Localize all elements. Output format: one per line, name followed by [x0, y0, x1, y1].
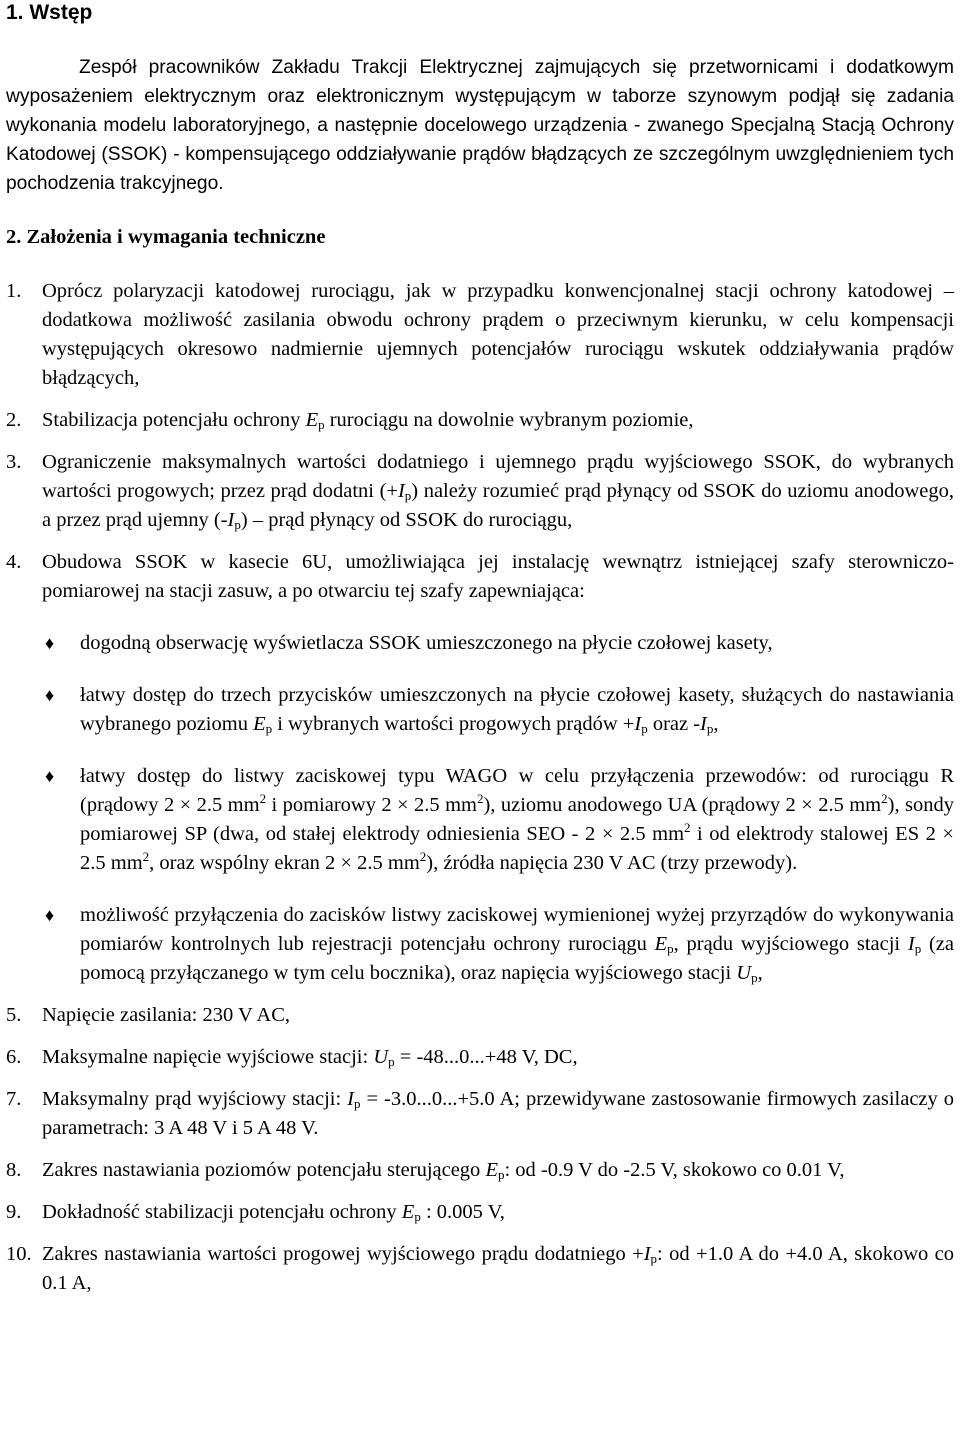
item-number: 7. — [6, 1088, 22, 1110]
item-text: = -48...0...+48 V, DC, — [394, 1046, 578, 1068]
item-number: 5. — [6, 1004, 22, 1026]
item-text: , prądu wyjściowego stacji — [673, 933, 908, 955]
requirement-item-6 — [6, 1043, 954, 1072]
item-text: Zakres nastawiania wartości progowej wyjściowego prądu dodatniego + — [42, 1243, 644, 1265]
item-text: ) należy rozumieć prąd płynący od SSOK do uziomu anodowego, a przez prąd ujemny (- — [42, 480, 954, 531]
item-text: łatwy dostęp do listwy zaciskowej typu WAGO w celu przyłączenia przewodów: od rurociągu R (prądowy 2 × 2.5 mm — [80, 765, 954, 816]
variable-subscript: p — [914, 941, 922, 956]
variable-symbol: E — [305, 409, 319, 431]
intro-paragraph: Zespół pracowników Zakładu Trakcji Elektrycznej zajmujących się przetwornicami i dodatkowym wyposażeniem elektrycznym oraz elektronicznym występującym w taborze szynowym podjął się zadania wykonania modelu laboratoryjnego, a następnie docelowego urządzenia - zwanego Specjalną Stacją Ochrony Katodowej (SSOK) - kompensującego oddziaływanie prądów błądzących ze szczególnym uwzględnieniem tych pochodzenia trakcyjnego. — [6, 57, 954, 194]
list-item — [6, 901, 954, 988]
item-text: Obudowa SSOK w kasecie 6U, umożliwiająca jej instalację wewnątrz istniejącej szafy sterowniczo-pomiarowej na stacji zasuw, a po otwarciu tej szafy zapewniająca: — [42, 551, 954, 602]
variable-symbol: E — [401, 1201, 415, 1223]
item-text: : od +1.0 A do +4.0 A, skokowo co 0.1 A, — [42, 1243, 954, 1294]
diamond-bullet-icon: ♦ — [45, 905, 55, 925]
diamond-bullet-icon: ♦ — [45, 766, 55, 786]
item-number: 2. — [6, 409, 22, 431]
item-text: Stabilizacja potencjału ochrony — [42, 409, 306, 431]
variable-symbol: I — [634, 713, 642, 735]
variable-symbol: I — [643, 1243, 651, 1265]
variable-subscript: p — [414, 1209, 421, 1224]
item-text: Oprócz polaryzacji katodowej rurociągu, jak w przypadku konwencjonalnej stacji ochrony katodowej – dodatkowa możliwość zasilania obwodu ochrony prądem o przeciwnym kierunku, w celu kompensacji występujących okresowo nadmiernie ujemnych potencjałów rurociągu wskutek oddziaływania prądów błądzących, — [42, 280, 954, 389]
item-text: (za pomocą przyłączanego w tym celu bocznika), oraz napięcia wyjściowego stacji — [80, 933, 954, 984]
item-text: i od elektrody stalowej ES 2 × 2.5 mm — [80, 823, 954, 874]
item-text: Napięcie zasilania: 230 V AC, — [42, 1004, 291, 1026]
section-heading-requirements: 2. Założenia i wymagania techniczne — [6, 226, 326, 248]
item-text: Ograniczenie maksymalnych wartości dodatniego i ujemnego prądu wyjściowego SSOK, do wybranych wartości progowych; przez prąd dodatni (+ — [42, 451, 954, 502]
diamond-bullet-icon: ♦ — [45, 685, 55, 705]
item-text: Dokładność stabilizacji potencjału ochrony — [42, 1201, 402, 1223]
variable-subscript: p — [234, 517, 241, 532]
variable-subscript: p — [706, 721, 714, 736]
item-number: 3. — [6, 451, 22, 473]
item-text: rurociągu na dowolnie wybranym poziomie, — [324, 409, 694, 431]
item-text: , — [713, 713, 719, 735]
variable-symbol: U — [736, 962, 752, 984]
enclosure-features-list — [6, 629, 954, 988]
diamond-bullet-icon: ♦ — [45, 633, 55, 653]
variable-subscript: p — [497, 1167, 505, 1182]
requirement-item-8 — [6, 1156, 954, 1185]
variable-symbol: U — [373, 1046, 389, 1068]
requirement-item-7 — [6, 1085, 954, 1143]
list-item — [6, 629, 954, 658]
requirement-item-10 — [6, 1240, 954, 1298]
variable-symbol: I — [700, 713, 707, 735]
superscript: 2 — [142, 849, 150, 864]
requirement-item-9 — [6, 1198, 954, 1227]
item-text: ) – prąd płynący od SSOK do rurociągu, — [240, 509, 573, 531]
item-text: , — [757, 962, 763, 984]
variable-subscript: p — [388, 1054, 395, 1069]
item-text: możliwość przyłączenia do zacisków listwy zaciskowej wymienionej wyżej przyrządów do wykonywania pomiarów kontrolnych lub rejestracji potencjału ochrony rurociągu — [80, 904, 954, 955]
variable-subscript: p — [318, 417, 325, 432]
variable-symbol: E — [485, 1159, 498, 1181]
item-text: oraz - — [647, 713, 701, 735]
item-text: łatwy dostęp do trzech przycisków umieszczonych na płycie czołowej kasety, służących do nastawiania wybranego poziomu — [80, 684, 954, 735]
variable-symbol: I — [397, 480, 405, 502]
superscript: 2 — [881, 791, 888, 806]
variable-symbol: I — [347, 1088, 354, 1110]
item-text: Zakres nastawiania poziomów potencjału sterującego — [42, 1159, 486, 1181]
section-heading-intro: 1. Wstęp — [6, 1, 93, 24]
item-number: 1. — [6, 280, 22, 302]
item-number: 9. — [6, 1201, 22, 1223]
superscript: 2 — [684, 820, 691, 835]
item-text: , oraz wspólny ekran 2 × 2.5 mm — [149, 852, 420, 874]
variable-subscript: p — [353, 1096, 361, 1111]
item-number: 4. — [6, 551, 22, 573]
superscript: 2 — [476, 791, 484, 806]
item-text: dogodną obserwację wyświetlacza SSOK umieszczonego na płycie czołowej kasety, — [80, 632, 773, 654]
document-page — [6, 0, 954, 1298]
requirement-item-4 — [6, 548, 954, 606]
variable-subscript: p — [404, 488, 412, 503]
item-text: i pomiarowy 2 × 2.5 mm — [266, 794, 477, 816]
variable-subscript: p — [641, 721, 648, 736]
item-text: : od -0.9 V do -2.5 V, skokowo co 0.01 V, — [504, 1159, 845, 1181]
list-item — [6, 762, 954, 878]
requirement-item-5 — [6, 1001, 954, 1030]
item-text: = -3.0...0...+5.0 A; przewidywane zastosowanie firmowych zasilaczy o parametrach: 3 A 48 V i 5 A 48 V. — [42, 1088, 954, 1139]
superscript: 2 — [419, 849, 427, 864]
variable-subscript: p — [265, 721, 273, 736]
variable-subscript: p — [751, 970, 758, 985]
requirement-item-2 — [6, 406, 954, 435]
variable-symbol: E — [253, 713, 266, 735]
superscript: 2 — [259, 791, 267, 806]
list-item — [6, 681, 954, 739]
requirement-item-1 — [6, 277, 954, 393]
item-number: 6. — [6, 1046, 22, 1068]
variable-symbol: I — [227, 509, 235, 531]
item-text: ), źródła napięcia 230 V AC (trzy przewody). — [426, 852, 798, 874]
variable-subscript: p — [667, 941, 674, 956]
item-text: ), sondy pomiarowej SP (dwa, od stałej elektrody odniesienia SEO - 2 × 2.5 mm — [80, 794, 954, 845]
item-text: Maksymalny prąd wyjściowy stacji: — [42, 1088, 348, 1110]
variable-subscript: p — [650, 1251, 658, 1266]
item-number: 8. — [6, 1159, 22, 1181]
variable-symbol: I — [907, 933, 915, 955]
requirement-item-3 — [6, 448, 954, 535]
item-text: i wybranych wartości progowych prądów + — [272, 713, 635, 735]
item-text: Maksymalne napięcie wyjściowe stacji: — [42, 1046, 374, 1068]
variable-symbol: E — [654, 933, 668, 955]
item-text: : 0.005 V, — [420, 1201, 505, 1223]
item-number: 10. — [6, 1243, 32, 1265]
item-text: ), uziomu anodowego UA (prądowy 2 × 2.5 mm — [483, 794, 882, 816]
